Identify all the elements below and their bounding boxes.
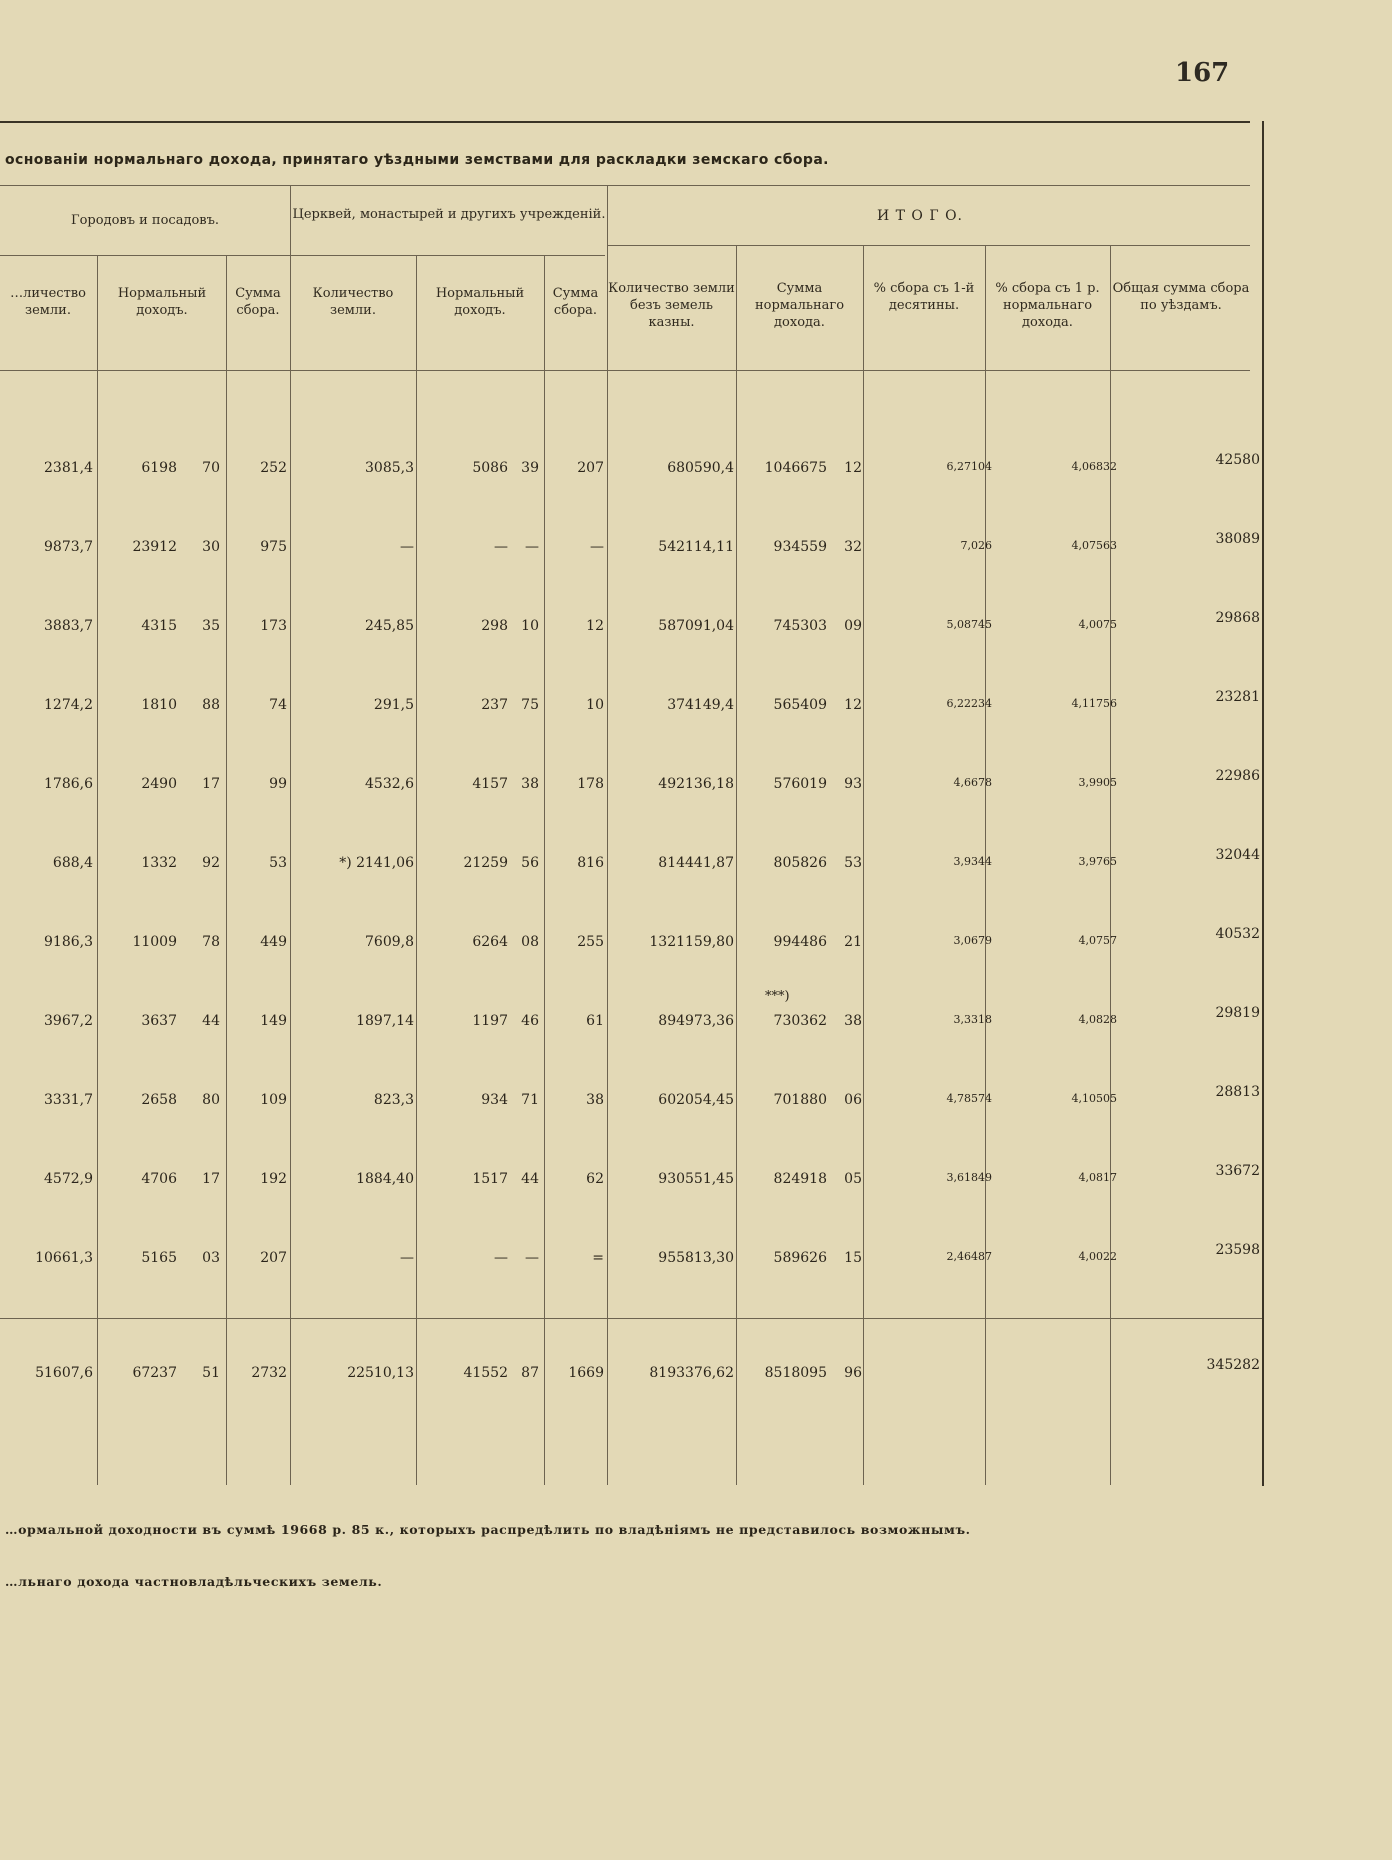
totals-top-line	[0, 1318, 1262, 1319]
col-divider	[416, 255, 417, 1485]
col-divider	[863, 245, 864, 1485]
group-underline-left	[0, 255, 605, 256]
cell-total-income-kop: 12	[844, 460, 862, 476]
cell-total-land: 1321159,80	[649, 934, 734, 950]
cell-total-land: 894973,36	[658, 1013, 734, 1029]
cell-church-land: —	[400, 1250, 414, 1266]
cell-church-income-kop: 38	[521, 776, 539, 792]
cell-church-income: 5086	[472, 460, 508, 476]
cell-total-income: 730362	[773, 1013, 827, 1029]
cell-town-income-kop: 92	[202, 855, 220, 871]
cell-church-levy: 12	[586, 618, 604, 634]
cell-pct-desyatina: 4,78574	[946, 1092, 992, 1105]
col-header-pct-desyatina: % сбора съ 1-й десятины.	[873, 281, 975, 313]
cell-total-levy: 29819	[1215, 1005, 1260, 1021]
cell-church-levy: 38	[586, 1092, 604, 1108]
cell-pct-desyatina: 3,61849	[946, 1171, 992, 1184]
cell-church-levy: 62	[586, 1171, 604, 1187]
cell-church-levy: 61	[586, 1013, 604, 1029]
cell-town-levy: 149	[260, 1013, 287, 1029]
cell-town-income: 3637	[141, 1013, 177, 1029]
cell-pct-ruble: 3,9905	[1078, 776, 1117, 789]
col-header-church-land: Количество земли.	[312, 286, 394, 318]
cell-pct-desyatina: 7,026	[960, 539, 992, 552]
cell-town-income-kop: 78	[202, 934, 220, 950]
cell-church-levy: 10	[586, 697, 604, 713]
cell-church-income-kop: —	[525, 1250, 539, 1266]
cell-total-levy: 32044	[1215, 847, 1260, 863]
cell-total-land: 542114,11	[658, 539, 734, 555]
cell-town-income: 1810	[141, 697, 177, 713]
cell-total-levy: 33672	[1215, 1163, 1260, 1179]
cell-church-income: 934	[481, 1092, 508, 1108]
cell-total-income-kop: 32	[844, 539, 862, 555]
cell-total-levy: 40532	[1215, 926, 1260, 942]
cell-total-income: 589626	[773, 1250, 827, 1266]
cell-church-income: 1197	[472, 1013, 508, 1029]
cell-pct-ruble: 4,0022	[1078, 1250, 1117, 1263]
cell-town-income: 23912	[132, 539, 177, 555]
cell-town-levy: 109	[260, 1092, 287, 1108]
cell-church-income-kop: 10	[521, 618, 539, 634]
cell-town-income-kop: 17	[202, 1171, 220, 1187]
cell-church-income: —	[494, 539, 508, 555]
cell-pct-ruble: 4,10505	[1071, 1092, 1117, 1105]
col-header-church-income: Нормальный доходъ.	[435, 286, 525, 318]
cell-town-income-kop: 35	[202, 618, 220, 634]
cell-church-income: —	[494, 1250, 508, 1266]
cell-town-land: 1274,2	[44, 697, 93, 713]
total-all-land: 8193376,62	[649, 1365, 734, 1381]
cell-total-levy: 28813	[1215, 1084, 1260, 1100]
cell-town-land: 9873,7	[44, 539, 93, 555]
title-underline	[0, 185, 1250, 186]
cell-pct-ruble: 3,9765	[1078, 855, 1117, 868]
cell-total-land: 587091,04	[658, 618, 734, 634]
cell-total-land: 680590,4	[667, 460, 734, 476]
cell-church-income-kop: 39	[521, 460, 539, 476]
cell-total-levy: 23598	[1215, 1242, 1260, 1258]
cell-town-land: 3883,7	[44, 618, 93, 634]
cell-total-income-kop: 06	[844, 1092, 862, 1108]
col-divider	[544, 255, 545, 1485]
cell-total-levy: 38089	[1215, 531, 1260, 547]
cell-total-income: 576019	[773, 776, 827, 792]
cell-total-levy: 29868	[1215, 610, 1260, 626]
cell-total-income: 565409	[773, 697, 827, 713]
total-all-income: 8518095	[764, 1365, 827, 1381]
cell-church-income-kop: 71	[521, 1092, 539, 1108]
cell-church-land: 1897,14	[356, 1013, 414, 1029]
total-town-land: 51607,6	[35, 1365, 93, 1381]
cell-church-income: 1517	[472, 1171, 508, 1187]
cell-total-land: 930551,45	[658, 1171, 734, 1187]
cell-church-land: 7609,8	[365, 934, 414, 950]
cell-church-income-kop: 44	[521, 1171, 539, 1187]
cell-total-levy: 23281	[1215, 689, 1260, 705]
footnote-2: …льнаго дохода частновладѣльческихъ земель.	[5, 1574, 383, 1589]
col-header-total-income: Сумма нормальнаго дохода.	[754, 281, 845, 330]
cell-town-income: 2490	[141, 776, 177, 792]
cell-town-income: 1332	[141, 855, 177, 871]
cell-town-income-kop: 70	[202, 460, 220, 476]
cell-pct-desyatina: 3,0679	[953, 934, 992, 947]
cell-town-levy: 74	[269, 697, 287, 713]
cell-pct-ruble: 4,07563	[1071, 539, 1117, 552]
cell-town-levy: 449	[260, 934, 287, 950]
col-divider	[607, 185, 608, 1485]
cell-total-income: 805826	[773, 855, 827, 871]
cell-town-levy: 975	[260, 539, 287, 555]
group-underline-right	[608, 245, 1250, 246]
cell-total-land: 955813,30	[658, 1250, 734, 1266]
cell-church-land: 4532,6	[365, 776, 414, 792]
col-divider	[736, 245, 737, 1485]
cell-church-income: 4157	[472, 776, 508, 792]
cell-church-income: 237	[481, 697, 508, 713]
col-header-pct-ruble: % сбора съ 1 р. нормальнаго дохода.	[995, 281, 1100, 330]
cell-town-land: 3331,7	[44, 1092, 93, 1108]
cell-pct-desyatina: 6,22234	[946, 697, 992, 710]
cell-town-levy: 192	[260, 1171, 287, 1187]
cell-town-income-kop: 17	[202, 776, 220, 792]
col-header-town-levy: Сумма сбора.	[235, 286, 281, 318]
cell-total-income: 745303	[773, 618, 827, 634]
cell-town-income: 4315	[141, 618, 177, 634]
cell-church-levy: 816	[577, 855, 604, 871]
col-header-total-land: Количество земли безъ земель казны.	[608, 281, 735, 330]
cell-church-land: 823,3	[373, 1092, 414, 1108]
cell-town-income: 2658	[141, 1092, 177, 1108]
cell-pct-desyatina: 3,9344	[953, 855, 992, 868]
cell-total-income-kop: 93	[844, 776, 862, 792]
cell-total-income-kop: 12	[844, 697, 862, 713]
cell-pct-desyatina: 3,3318	[953, 1013, 992, 1026]
cell-total-income: 1046675	[764, 460, 827, 476]
cell-church-levy: =	[592, 1250, 604, 1266]
cell-pct-desyatina: 4,6678	[953, 776, 992, 789]
cell-church-land: —	[400, 539, 414, 555]
cell-pct-ruble: 4,11756	[1071, 697, 1117, 710]
cell-pct-ruble: 4,0757	[1078, 934, 1117, 947]
col-divider	[97, 255, 98, 1485]
cell-total-income: 994486	[773, 934, 827, 950]
page-number: 167	[1175, 58, 1230, 88]
cell-pct-ruble: 4,0828	[1078, 1013, 1117, 1026]
total-town-income: 67237	[132, 1365, 177, 1381]
cell-church-income-kop: 75	[521, 697, 539, 713]
cell-town-land: 4572,9	[44, 1171, 93, 1187]
total-church-land: 22510,13	[347, 1365, 414, 1381]
cell-church-levy: —	[590, 539, 604, 555]
cell-town-levy: 207	[260, 1250, 287, 1266]
cell-town-levy: 173	[260, 618, 287, 634]
cell-town-land: 3967,2	[44, 1013, 93, 1029]
cell-church-income-kop: —	[525, 539, 539, 555]
cell-total-income: 824918	[773, 1171, 827, 1187]
cell-total-land: 602054,45	[658, 1092, 734, 1108]
cell-town-income-kop: 30	[202, 539, 220, 555]
footnote-1: …ормальной доходности въ суммѣ 19668 р. 85 к., которыхъ распредѣлить по владѣнiямъ не представилось возможнымъ.	[5, 1522, 971, 1537]
cell-total-income-kop: 05	[844, 1171, 862, 1187]
cell-total-income-kop: 09	[844, 618, 862, 634]
cell-town-income-kop: 44	[202, 1013, 220, 1029]
col-header-total-levy: Общая сумма сбора по уѣздамъ.	[1112, 281, 1250, 313]
cell-total-levy: 42580	[1215, 452, 1260, 468]
cell-town-levy: 252	[260, 460, 287, 476]
cell-town-income: 11009	[132, 934, 177, 950]
total-church-income: 41552	[463, 1365, 508, 1381]
cell-total-land: 814441,87	[658, 855, 734, 871]
col-divider	[290, 185, 291, 1485]
col-header-town-land: …личество земли.	[10, 286, 86, 318]
top-rule	[0, 121, 1250, 123]
cell-town-land: 2381,4	[44, 460, 93, 476]
cell-church-levy: 178	[577, 776, 604, 792]
cell-total-income-kop: 15	[844, 1250, 862, 1266]
cell-church-levy: 207	[577, 460, 604, 476]
cell-church-income: 298	[481, 618, 508, 634]
cell-pct-ruble: 4,0075	[1078, 618, 1117, 631]
cell-church-levy: 255	[577, 934, 604, 950]
cell-church-income-kop: 46	[521, 1013, 539, 1029]
footnote-marker: ***)	[765, 989, 790, 1004]
cell-total-levy: 22986	[1215, 768, 1260, 784]
cell-town-income: 5165	[141, 1250, 177, 1266]
cell-town-income: 4706	[141, 1171, 177, 1187]
cell-town-land: 1786,6	[44, 776, 93, 792]
cell-town-income: 6198	[141, 460, 177, 476]
cell-church-land: 1884,40	[356, 1171, 414, 1187]
cell-total-income-kop: 21	[844, 934, 862, 950]
header-underline	[0, 370, 1250, 371]
cell-town-land: 688,4	[52, 855, 93, 871]
cell-church-land: 291,5	[373, 697, 414, 713]
cell-church-income: 6264	[472, 934, 508, 950]
cell-town-land: 9186,3	[44, 934, 93, 950]
cell-total-income: 934559	[773, 539, 827, 555]
cell-church-income: 21259	[463, 855, 508, 871]
cell-total-land: 492136,18	[658, 776, 734, 792]
cell-town-income-kop: 88	[202, 697, 220, 713]
cell-church-income-kop: 08	[521, 934, 539, 950]
cell-total-income-kop: 38	[844, 1013, 862, 1029]
col-header-town-income: Нормальный доходъ.	[117, 286, 207, 318]
cell-pct-desyatina: 2,46487	[946, 1250, 992, 1263]
total-all-income-kop: 96	[844, 1365, 862, 1381]
total-church-levy: 1669	[568, 1365, 604, 1381]
total-church-income-kop: 87	[521, 1365, 539, 1381]
cell-total-income-kop: 53	[844, 855, 862, 871]
col-header-church-levy: Сумма сбора.	[552, 286, 599, 318]
cell-total-land: 374149,4	[667, 697, 734, 713]
cell-town-land: 10661,3	[35, 1250, 93, 1266]
table-title: основанiи нормальнаго дохода, принятаго уѣздными земствами для раскладки земскаго сбора.	[5, 152, 829, 168]
total-town-levy: 2732	[251, 1365, 287, 1381]
cell-pct-desyatina: 6,27104	[946, 460, 992, 473]
cell-pct-ruble: 4,06832	[1071, 460, 1117, 473]
cell-town-levy: 53	[269, 855, 287, 871]
cell-church-land: 245,85	[365, 618, 414, 634]
right-rule	[1262, 121, 1264, 1486]
cell-town-income-kop: 03	[202, 1250, 220, 1266]
total-town-income-kop: 51	[202, 1365, 220, 1381]
cell-total-income: 701880	[773, 1092, 827, 1108]
total-all-levy: 345282	[1206, 1357, 1260, 1373]
cell-pct-ruble: 4,0817	[1078, 1171, 1117, 1184]
cell-pct-desyatina: 5,08745	[946, 618, 992, 631]
group-header-churches: Церквей, монастырей и другихъ учрежденiй.	[292, 207, 606, 222]
cell-church-land: 3085,3	[365, 460, 414, 476]
group-header-towns: Городовъ и посадовъ.	[70, 213, 219, 228]
cell-town-levy: 99	[269, 776, 287, 792]
col-divider	[226, 255, 227, 1485]
cell-church-income-kop: 56	[521, 855, 539, 871]
cell-church-land: *) 2141,06	[339, 855, 414, 871]
group-header-total: И Т О Г О.	[876, 208, 964, 224]
cell-town-income-kop: 80	[202, 1092, 220, 1108]
